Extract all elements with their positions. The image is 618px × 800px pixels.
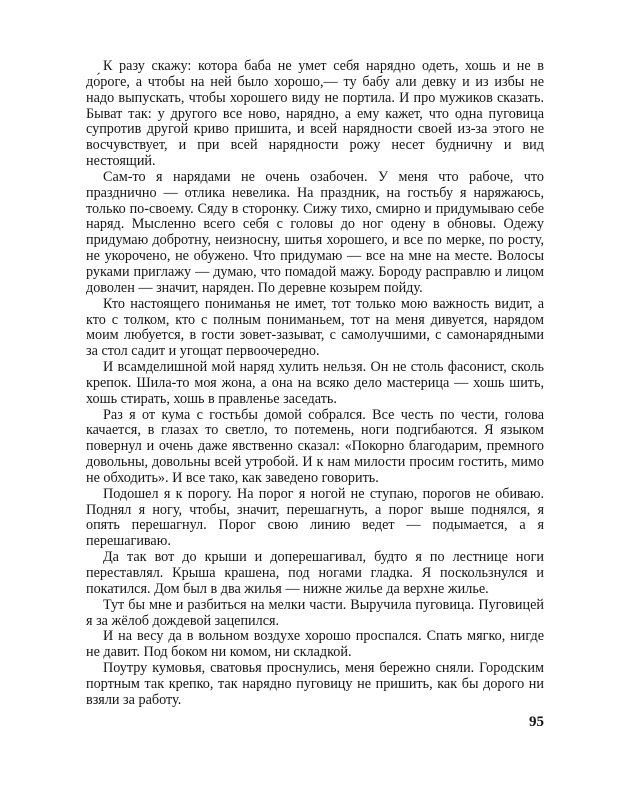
paragraph-10: Поутру кумовья, сватовья проснулись, меня бережно сняли. Городским портным так крепко, так нарядно пуговицу не пришить, как бы дорого ни взяли за работу. [86,660,544,708]
paragraph-6: Подошел я к порогу. На порог я ногой не ступаю, порогов не обиваю. Поднял я ногу, чтобы, значит, перешагнуть, а порог выше поднялся, я опять перешагнул. Порог свою линию ведет — подымается, а я перешагиваю. [86,485,544,550]
paragraph-5: Раз я от кума с гостьбы домой собрался. Все честь по чести, голова качается, в глазах то светло, то потемень, ноги подгибаются. Я языком повернул и очень даже явственно сказал: «Покорно благодарим, премного довольны, довольны всей утробой. И к нам милости просим гостить, мимо не обходить». И все тако, как заведено говорить. [86,406,544,486]
paragraph-3: Кто настоящего пониманья не имет, тот только мою важность видит, а кто с толком, кто с полным пониманьем, тот на меня дивуется, нарядом моим любуется, в гости зовет-зазыват, с самолучшими, с самонарядными за стол садит и угощат первоочередно. [86,295,544,360]
paragraph-4: И всамделишной мой наряд хулить нельзя. Он не столь фасонист, сколь крепок. Шила-то моя жона, а она на всяко дело мастерица — хошь шить, хошь стирать, хошь в правленье заседать. [86,359,544,407]
paragraph-8: Тут бы мне и разбиться на мелки части. Выручила пуговица. Пуговицей я за жёлоб дождевой зацепился. [86,596,544,629]
paragraph-7: Да так вот до крыши и доперешагивал, будто я по лестнице ноги переставлял. Крыша крашена, под ногами гладка. Я поскользнулся и покатился. Дом был в два жилья — нижне жилье да верхне жилье. [86,549,544,597]
paragraph-1: К разу скажу: котора баба не умет себя нарядно одеть, хошь и не в до́роге, а чтобы на ней было хорошо,— ту бабу али девку и из избы не надо выпускать, чтобы хорошего виду не портила. И про мужиков сказать. Быват так: у другого все ново, нарядно, а ему кажет, что одна пуговица супротив другой криво пришита, и всей нарядности своей из-за этого не восчувствует, и при всей нарядности рожу несет будничну и вид нестоящий. [86,58,544,170]
body-text [86,59,544,709]
paragraph-9: И на весу да в вольном воздухе хорошо проспался. Спать мягко, нигде не давит. Под боком ни комом, ни складкой. [86,628,544,661]
page-number: 95 [529,714,544,730]
paragraph-2: Сам-то я нарядами не очень озабочен. У меня что рабоче, что празднично — отлика невелика. На праздник, на гостьбу я наряжаюсь, только по-своему. Сяду в сторонку. Сижу тихо, смирно и придумываю себе наряд. Мысленно всего себя с головы до ног одену в обновы. Одежу придумаю добротну, неизносну, шитья хорошего, и все по мерке, по росту, не укорочено, не обужено. Что придумаю — все на мне на месте. Волосы руками приглажу — думаю, что помадой мажу. Бороду расправлю и лицом доволен — значит, наряден. По деревне козырем пойду. [86,168,544,296]
